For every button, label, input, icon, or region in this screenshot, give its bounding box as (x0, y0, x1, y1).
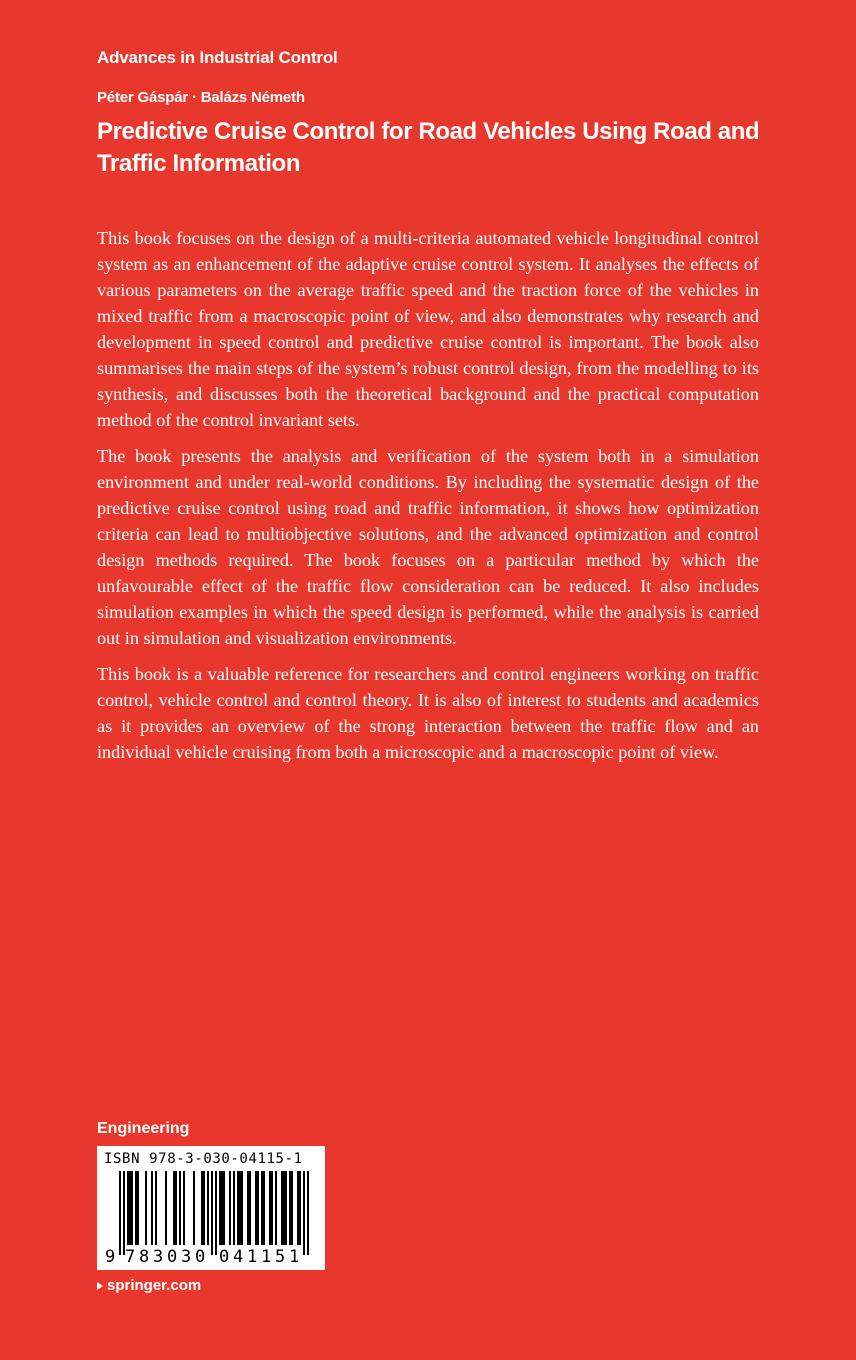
isbn-barcode (97, 1146, 325, 1270)
barcode-bar (303, 1171, 305, 1255)
barcode-bar (175, 1171, 177, 1245)
barcode-bar (237, 1171, 239, 1245)
barcode-bar (249, 1171, 251, 1245)
barcode-digit: 7 (125, 1247, 136, 1267)
description-paragraph: This book focuses on the design of a multi-criteria automated vehicle longitudinal control system as an enhancement of the adaptive cruise control system. It analyses the effects of various parameters on the average traffic speed and the traction force of the vehicles in mixed traffic from a macroscopic point of view, and also demonstrates why research and development in speed control and predictive cruise control is important. The book also summarises the main steps of the system’s robust control design, from the modelling to its synthesis, and discusses both the theoretical background and the practical computation method of the control invariant sets. (97, 228, 759, 430)
barcode-bar (297, 1171, 299, 1245)
arrow-right-icon (97, 1282, 103, 1290)
barcode-bar (131, 1171, 133, 1245)
barcode-digit: 5 (275, 1247, 286, 1267)
book-title: Predictive Cruise Control for Road Vehicles Using Road and Traffic Information (97, 118, 760, 177)
barcode-bar (299, 1171, 301, 1245)
barcode-bar (291, 1171, 293, 1245)
barcode-bar (283, 1171, 285, 1245)
barcode-bar (261, 1171, 263, 1245)
barcode-bar (179, 1171, 181, 1245)
barcode-digit: 1 (289, 1247, 300, 1267)
barcode-bar (193, 1171, 195, 1245)
barcode-bar (119, 1171, 121, 1255)
subject-category: Engineering (97, 1120, 190, 1137)
description-paragraph: The book presents the analysis and verification of the system both in a simulation environment and under real-world conditions. By including the systematic design of the predictive cruise control using road and traffic information, it shows how optimization criteria can lead to multiobjective solutions, and the advanced optimization and control design methods required. The book focuses on a particular method by which the unfavourable effect of the traffic flow consideration can be reduced. It also includes simulation examples in which the speed design is performed, while the analysis is carried out in simulation and visualization environments. (97, 446, 759, 648)
barcode-bar (271, 1171, 273, 1245)
barcode-digit: 4 (233, 1247, 244, 1267)
barcode-bar (183, 1171, 185, 1245)
isbn-number: ISBN 978-3-030-04115-1 (104, 1151, 303, 1167)
barcode-bar (233, 1171, 235, 1245)
barcode-digit: 8 (139, 1247, 150, 1267)
barcode-bar (289, 1171, 291, 1245)
barcode-bar (215, 1171, 217, 1255)
barcode-digit: 1 (261, 1247, 272, 1267)
barcode-bar (123, 1171, 125, 1255)
barcode-digit: 0 (167, 1247, 178, 1267)
barcode-bar (257, 1171, 259, 1245)
authors: Péter Gáspár · Balázs Németh (97, 89, 305, 106)
barcode-digit: 0 (195, 1247, 206, 1267)
barcode-bar (223, 1171, 225, 1245)
barcode-digit: 3 (181, 1247, 192, 1267)
publisher-website-link[interactable] (97, 1277, 201, 1294)
barcode-bar (307, 1171, 309, 1255)
book-description (97, 225, 759, 775)
barcode-bar (173, 1171, 175, 1245)
barcode-bar (241, 1171, 243, 1245)
barcode-bar (275, 1171, 277, 1245)
website-label: springer.com (107, 1277, 202, 1294)
barcode-bar (207, 1171, 209, 1245)
barcode-bar (239, 1171, 241, 1245)
barcode-bar (127, 1171, 129, 1245)
barcode-bar (155, 1171, 157, 1245)
barcode-bar (263, 1171, 265, 1245)
barcode-bar (221, 1171, 223, 1245)
barcode-bar (201, 1171, 203, 1245)
barcode-bar (269, 1171, 271, 1245)
series-name: Advances in Industrial Control (97, 48, 338, 67)
barcode-bar (135, 1171, 137, 1245)
barcode-digit: 3 (153, 1247, 164, 1267)
barcode-bar (145, 1171, 147, 1245)
barcode-bar (285, 1171, 287, 1245)
barcode-bar (281, 1171, 283, 1245)
barcode-bar (247, 1171, 249, 1245)
barcode-digit: 0 (219, 1247, 230, 1267)
barcode-bar (137, 1171, 139, 1245)
barcode-bar (211, 1171, 213, 1255)
barcode-digit: 9 (105, 1247, 116, 1267)
barcode-bar (219, 1171, 221, 1245)
barcode-digit: 1 (247, 1247, 258, 1267)
barcode-bar (203, 1171, 205, 1245)
description-paragraph: This book is a valuable reference for researchers and control engineers working on traffic control, vehicle control and control theory. It is also of interest to students and academics as it provides an overview of the strong interaction between the traffic flow and an individual vehicle cruising from both a microscopic and a macroscopic point of view. (97, 664, 759, 762)
barcode-bar (165, 1171, 167, 1245)
barcode-bar (129, 1171, 131, 1245)
barcode-bar (229, 1171, 231, 1245)
barcode-bar (255, 1171, 257, 1245)
barcode-bar (151, 1171, 153, 1245)
